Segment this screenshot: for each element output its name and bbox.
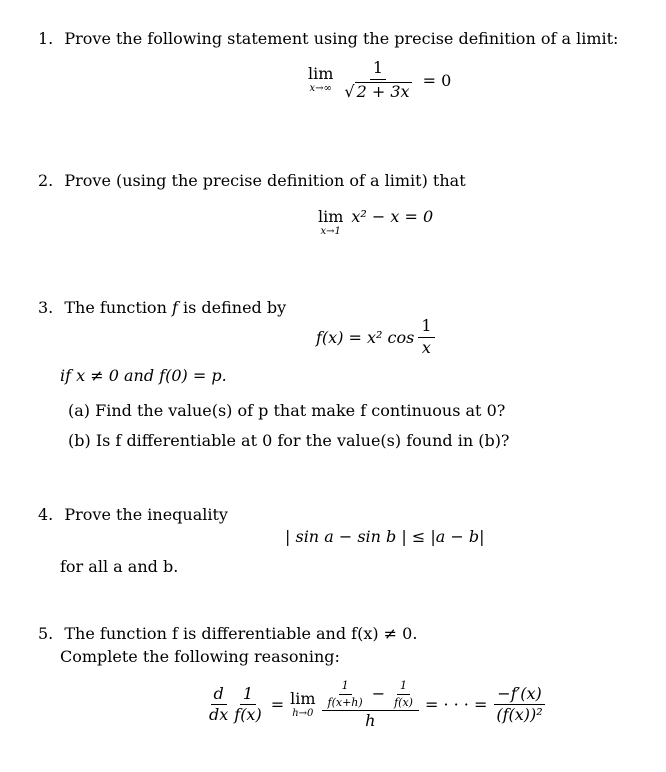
limit-rhs: = 0 — [422, 70, 452, 90]
problem-3-number: 3. — [38, 298, 54, 317]
limit-expression: x² − x = 0 — [351, 206, 434, 226]
problem-5-line2: Complete the following reasoning: — [60, 647, 340, 666]
ellipsis-equals: = · · · = — [424, 695, 488, 715]
problem-5-number: 5. — [38, 624, 54, 643]
minus-sign: − — [371, 683, 386, 703]
problem-3-part-a: (a) Find the value(s) of p that make f continuous at 0? — [68, 401, 506, 420]
problem-3-formula — [316, 318, 435, 357]
derivative-operator: $\frac{d}{dx}$ — [209, 683, 229, 725]
problem-3-part-b: (b) Is f differentiable at 0 for the value(s) found in (b)? — [68, 431, 510, 450]
problem-5-header — [38, 624, 417, 643]
result-fraction: $\frac{-f'(x)}{\text{(f(x))²}}$ — [493, 686, 545, 725]
problem-2-header — [38, 171, 466, 190]
problem-2-formula — [318, 206, 434, 237]
equals-sign: = — [270, 695, 285, 715]
limit-operator: lim x→∞ — [308, 64, 334, 95]
limit-operator: lim x→1 — [318, 207, 344, 237]
problem-4-header — [38, 505, 228, 524]
difference-quotient: $\frac{1}{f(x+h)}$ − $\frac{1}{f(x)}$ h — [322, 680, 419, 730]
problem-5-derivation — [206, 680, 546, 730]
problem-4-number: 4. — [38, 505, 54, 524]
problem-3-condition: if x ≠ 0 and f(0) = p. — [60, 366, 227, 385]
problem-4-tail: for all a and b. — [60, 557, 179, 576]
problem-3-text: The function f is defined by — [64, 298, 287, 317]
limit-operator: lim h→0 — [290, 688, 316, 719]
problem-1-text: Prove the following statement using the precise definition of a limit: — [64, 29, 619, 48]
problem-1-number: 1. — [38, 29, 54, 48]
problem-4-text: Prove the inequality — [64, 505, 228, 524]
inner-fraction-1: $\frac{1}{f(x+h)}$ — [327, 679, 363, 709]
problem-1-header — [38, 29, 618, 48]
problem-2-number: 2. — [38, 171, 54, 190]
problem-1-formula — [308, 60, 451, 101]
problem-5-line1: The function f is differentiable and f(x) ≠ 0. — [64, 624, 418, 643]
cos-argument-fraction: $\frac{1}{x}$ — [418, 318, 434, 357]
inner-fraction-2: $\frac{1}{f(x)}$ — [394, 679, 413, 709]
function-definition: f(x) = x² cos — [316, 327, 415, 347]
reciprocal-fraction: $\frac{1}{f(x)}$ — [234, 683, 262, 725]
problem-3-header — [38, 298, 286, 317]
problem-2-text: Prove (using the precise definition of a limit) that — [64, 171, 466, 190]
limit-fraction: $\frac{1}{√ 2 + 3x}$ — [344, 58, 410, 101]
problem-4-inequality: | sin a − sin b | ≤ |a − b| — [285, 527, 485, 546]
